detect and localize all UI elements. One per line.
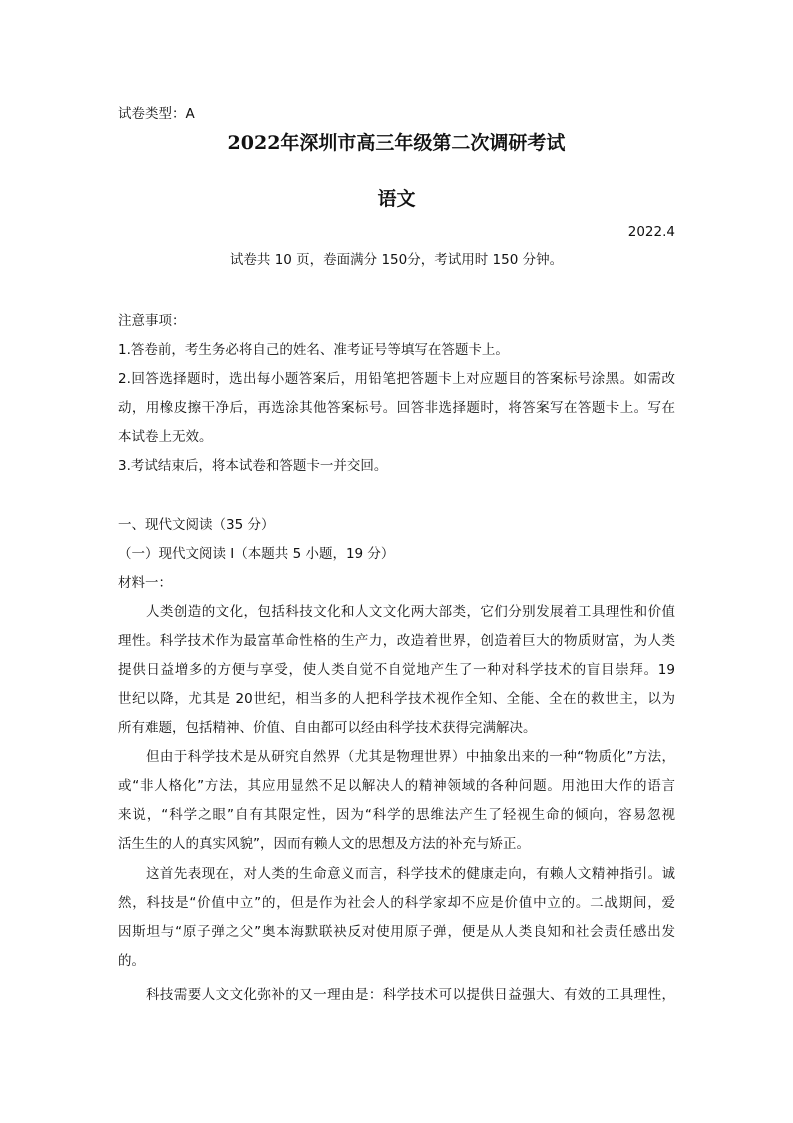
material-label: 材料一： [118, 575, 172, 591]
passage-line: 或“非人格化”方法，其应用显然不足以解决人的精神领域的各种问题。用池田大作的语言 [118, 778, 675, 794]
notice-item-2-line: 动，用橡皮擦干净后，再选涂其他答案标号。回答非选择题时，将答案写在答题卡上。写在 [118, 400, 675, 416]
exam-info: 试卷共 10 页，卷面满分 150分，考试用时 150 分钟。 [229, 252, 564, 268]
passage-line: 来说，“科学之眼”自有其限定性，因为“科学的思维法产生了轻视生命的倾向，容易忽视 [118, 807, 675, 823]
subsection-heading: （一）现代文阅读 I（本题共 5 小题，19 分） [118, 546, 395, 562]
notice-item-2-line: 本试卷上无效。 [118, 429, 213, 445]
passage-line: 世纪以降，尤其是 20世纪，相当多的人把科学技术视作全知、全能、全在的救世主，以为 [118, 691, 675, 707]
passage-line: 但由于科学技术是从研究自然界（尤其是物理世界）中抽象出来的一种“物质化”方法， [146, 749, 675, 765]
passage-line: 活生生的人的真实风貌”，因而有赖人文的思想及方法的补充与矫正。 [118, 836, 530, 852]
exam-title: 2022年深圳市高三年级第二次调研考试 [227, 132, 566, 154]
passage-line: 的。 [118, 953, 145, 969]
passage-line: 理性。科学技术作为最富革命性格的生产力，改造着世界，创造着巨大的物质财富，为人类 [118, 633, 675, 649]
exam-date: 2022.4 [627, 224, 675, 240]
notice-item-2-line: 2.回答选择题时，选出每小题答案后，用铅笔把答题卡上对应题目的答案标号涂黑。如需改 [118, 371, 675, 387]
passage-line: 人类创造的文化，包括科技文化和人文文化两大部类，它们分别发展着工具理性和价值 [146, 604, 675, 620]
section-heading: 一、现代文阅读（35 分） [118, 517, 275, 533]
notice-item-3: 3.考试结束后，将本试卷和答题卡一并交回。 [118, 458, 388, 474]
notice-item-1: 1.答卷前，考生务必将自己的姓名、准考证号等填写在答题卡上。 [118, 342, 509, 358]
paper-type-label: 试卷类型：A [118, 106, 195, 122]
passage-line: 因斯坦与“原子弹之父”奥本海默联袂反对使用原子弹，便是从人类良知和社会责任感出发 [118, 924, 675, 940]
subject-title: 语文 [377, 188, 416, 210]
passage-line: 科技需要人文文化弥补的又一理由是：科学技术可以提供日益强大、有效的工具理性， [146, 987, 675, 1003]
passage-line: 所有难题，包括精神、价值、自由都可以经由科学技术获得完满解决。 [118, 720, 537, 736]
notice-heading: 注意事项： [118, 313, 186, 329]
passage-line: 提供日益增多的方便与享受，使人类自觉不自觉地产生了一种对科学技术的盲目崇拜。19 [118, 662, 675, 678]
passage-line: 然，科技是“价值中立”的，但是作为社会人的科学家却不应是价值中立的。二战期间，爱 [118, 895, 675, 911]
passage-line: 这首先表现在，对人类的生命意义而言，科学技术的健康走向，有赖人文精神指引。诚 [146, 866, 675, 882]
